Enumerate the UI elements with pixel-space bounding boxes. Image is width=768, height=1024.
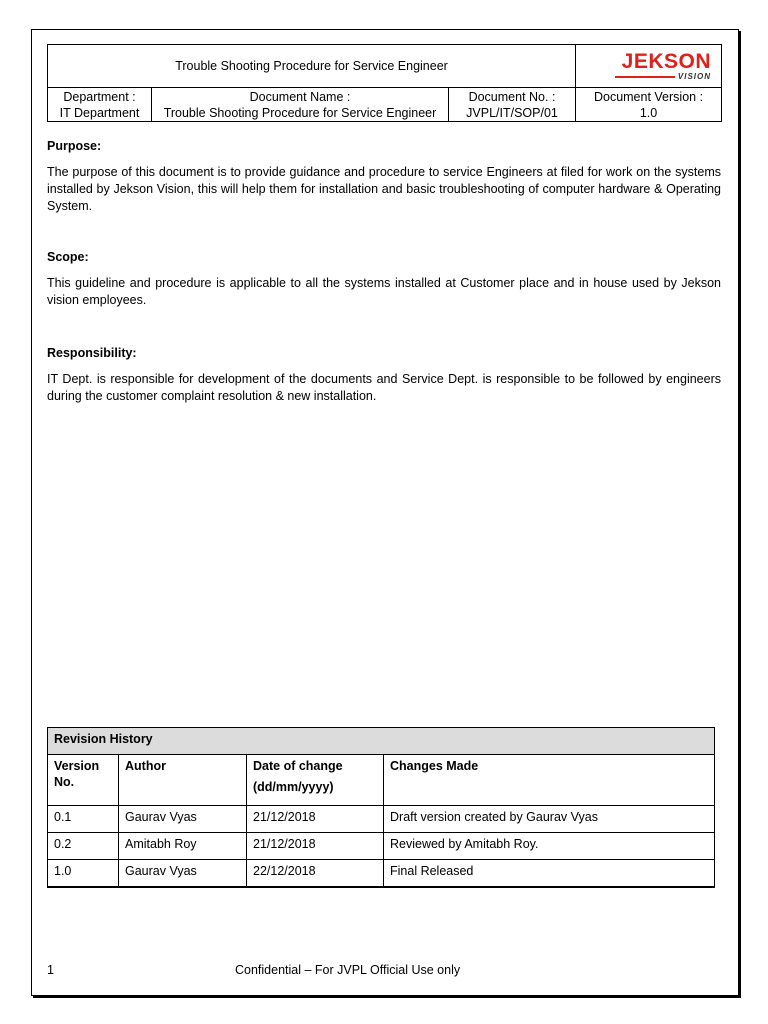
- row-version: 0.1: [48, 806, 119, 833]
- row-date: 21/12/2018: [247, 833, 384, 860]
- table-row: [48, 833, 715, 860]
- department-value: IT Department: [59, 105, 140, 120]
- scope-heading: Scope:: [47, 250, 89, 264]
- row-changes: Reviewed by Amitabh Roy.: [384, 833, 715, 860]
- purpose-text: The purpose of this document is to provide guidance and procedure to service Engineers at filed for work on the systems installed by Jekson Vision, this will help them for installation and basic troubleshooting of computer hardware & Operating System.: [47, 165, 721, 213]
- confidential-notice: Confidential – For JVPL Official Use only: [235, 963, 461, 977]
- document-version-label: Document Version :: [593, 89, 704, 104]
- row-version: 0.2: [48, 833, 119, 860]
- row-author: Gaurav Vyas: [119, 860, 247, 888]
- responsibility-text: IT Dept. is responsible for development of the documents and Service Dept. is responsible to be followed by engineers during the customer complaint resolution & new installation.: [47, 372, 721, 403]
- document-number-value: JVPL/IT/SOP/01: [466, 105, 558, 120]
- row-author: Gaurav Vyas: [119, 806, 247, 833]
- purpose-heading: Purpose:: [47, 139, 102, 153]
- column-header-changes: Changes Made: [384, 755, 715, 806]
- column-header-date-format: (dd/mm/yyyy): [253, 780, 334, 794]
- document-version-cell: [576, 88, 722, 122]
- document-number-cell: [449, 88, 576, 122]
- logo-wordmark: JEKSON: [621, 50, 712, 73]
- document-version-value: 1.0: [639, 105, 658, 120]
- department-label: Department :: [63, 89, 136, 104]
- column-header-date-line1: Date of change: [253, 759, 343, 773]
- document-header-table: [47, 44, 722, 122]
- document-name-label: Document Name :: [249, 89, 351, 104]
- row-changes: Draft version created by Gaurav Vyas: [384, 806, 715, 833]
- table-row: [48, 860, 715, 888]
- row-date: 21/12/2018: [247, 806, 384, 833]
- document-name-cell: [152, 88, 449, 122]
- revision-history-title: Revision History: [48, 728, 715, 755]
- row-author: Amitabh Roy: [119, 833, 247, 860]
- document-name-value: Trouble Shooting Procedure for Service Engineer: [163, 105, 437, 120]
- row-changes: Final Released: [384, 860, 715, 888]
- logo-subtitle: VISION: [578, 72, 719, 81]
- scope-text: This guideline and procedure is applicable to all the systems installed at Customer place and in house used by Jekson vision employees.: [47, 276, 721, 307]
- revision-history-table: [47, 727, 715, 888]
- column-header-version: Version No.: [48, 755, 119, 806]
- page-number: 1: [47, 963, 54, 977]
- document-number-label: Document No. :: [468, 89, 556, 104]
- column-header-author: Author: [119, 755, 247, 806]
- company-logo: [576, 45, 722, 88]
- row-version: 1.0: [48, 860, 119, 888]
- table-row: [48, 806, 715, 833]
- document-title: Trouble Shooting Procedure for Service Engineer: [48, 45, 576, 88]
- responsibility-heading: Responsibility:: [47, 346, 137, 360]
- row-date: 22/12/2018: [247, 860, 384, 888]
- column-header-date: [247, 755, 384, 806]
- department-cell: [48, 88, 152, 122]
